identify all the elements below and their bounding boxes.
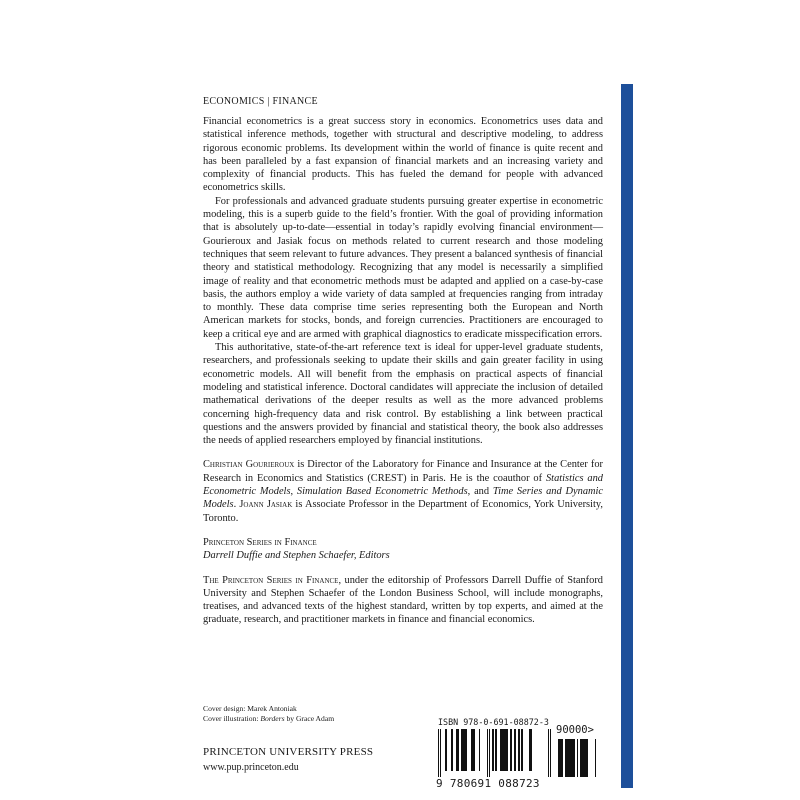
barcode-bar [451, 729, 453, 771]
barcode-bar [510, 729, 512, 771]
subject-category: ECONOMICS | FINANCE [203, 96, 318, 107]
barcode-bar [456, 729, 458, 771]
barcode-bar [471, 729, 473, 771]
barcode-bar [438, 729, 439, 777]
barcode-bar [521, 729, 523, 771]
barcode-bar [562, 739, 563, 777]
barcode-bar [577, 739, 578, 777]
barcode-bar [504, 729, 505, 771]
barcode-bar [569, 739, 571, 777]
barcode-bar [572, 739, 574, 777]
bio-separator: , [290, 486, 297, 498]
series-title: Princeton Series in Finance [203, 536, 317, 548]
illustration-title: Borders [260, 714, 285, 723]
barcode-bar [492, 729, 494, 771]
barcode-bar [548, 729, 549, 777]
series-description [203, 574, 603, 627]
barcode-bar [500, 729, 501, 771]
barcode-bar [461, 729, 463, 771]
barcode-bar [501, 729, 502, 771]
barcode-bar [489, 729, 490, 777]
description-paragraph-2: For professionals and advanced graduate students pursuing greater expertise in econometric modeling, this is a superb guide to the field’s frontier. With the goal of providing information that is absolutely up-to-date—essential in today’s rapidly evolving financial environment—Gourieroux and Jasiak focus on methods related to current research and those modeling techniques that seem relevant to future advances. They present a balanced synthesis of financial theory and statistical methodology. Recognizing that any model is necessarily a simplified image of reality and that econometric methods must be adapted and applied on a case-by-case basis, the authors employ a wide variety of data sampled at frequencies ranging from intraday to monthly. These data comprise time series representing both the European and North American markets for stocks, bonds, and foreign currencies. Practitioners are encouraged to keep a critical eye and are armed with graphical diagnostics to eradicate misspecification errors. [203, 195, 603, 340]
barcode-bar [580, 739, 582, 777]
bio-separator: . [233, 499, 240, 511]
isbn-barcode [436, 729, 606, 782]
series-desc-text: , under the editorship of Professors Darrell Duffie of Stanford University and Stephen Schaefer of the London Business School, will include monographs, treatises, and advanced texts of the highest standard, written by top experts, and aimed at the graduate, research, and practitioner markets in finance and financial economics. [203, 574, 603, 626]
price-addon-code: 90000> [556, 724, 594, 736]
publisher-website: www.pup.princeton.edu [203, 762, 299, 773]
barcode-bar [463, 729, 465, 771]
author-name-2: Joann Jasiak [239, 499, 293, 511]
cover-design-credit: Cover design: Marek Antoniak [203, 704, 297, 713]
publisher-name: PRINCETON UNIVERSITY PRESS [203, 746, 374, 758]
barcode-bar [529, 729, 531, 771]
barcode-bar [487, 729, 488, 777]
cover-content [203, 96, 603, 627]
barcode-bar [531, 729, 532, 771]
credit-prefix: Cover illustration: [203, 714, 261, 723]
barcode-bar [571, 739, 572, 777]
author-bio [203, 458, 603, 524]
book-title-3: Time Series and Dynamic Models [203, 486, 604, 511]
cover-illustration-credit [203, 714, 334, 724]
series-info [203, 536, 603, 563]
barcode-bar [519, 729, 520, 771]
barcode-bar [445, 729, 447, 771]
author-bio-text-2: is Associate Professor in the Department of Economics, York University, Toronto. [203, 499, 603, 524]
barcode-bar [458, 729, 459, 771]
barcode-bar [582, 739, 584, 777]
barcode-bar [560, 739, 562, 777]
barcode-bar [465, 729, 467, 771]
barcode-bar [495, 729, 497, 771]
book-title-1: Statistics and Econometric Models [203, 472, 603, 498]
author-bio-text-1: is Director of the Laboratory for Finance and Insurance at the Center for Research in Economics and Statistics (CREST) in Paris. He is the coauthor of [203, 459, 603, 484]
barcode-bar [565, 739, 566, 777]
barcode-bar [584, 739, 585, 777]
barcode-bar [566, 739, 567, 777]
barcode-bar [507, 729, 508, 771]
bio-separator: , and [467, 486, 493, 498]
barcode-bar [550, 729, 551, 777]
barcode-bar [502, 729, 504, 771]
barcode-bar [440, 729, 441, 777]
cover-edge-bar [621, 84, 633, 788]
barcode-bar [568, 739, 569, 777]
barcode-bar [473, 729, 475, 771]
barcode-bar [505, 729, 507, 771]
credit-suffix: by Grace Adam [284, 714, 335, 723]
series-desc-title: The Princeton Series in Finance [203, 574, 339, 586]
barcode-bar [595, 739, 596, 777]
barcode-bar [479, 729, 480, 771]
barcode-bar [587, 739, 588, 777]
cover-credits [203, 704, 334, 724]
barcode-bar [585, 739, 587, 777]
description-paragraph-3: This authoritative, state-of-the-art reference text is ideal for upper-level graduate students, researchers, and professionals seeking to update their skills and gain greater facility in using econometric models. All will benefit from the emphasis on practical aspects of financial modeling and statistical inference. Doctoral candidates will appreciate the inclusion of detailed mathematical derivations of the deeper results as well as the more advanced problems concerning high-frequency data and risk control. By establishing a link between practical questions and the answers provided by financial and statistical theory, the book also addresses the needs of applied researchers employed by financial institutions. [203, 342, 603, 447]
series-editors: Darrell Duffie and Stephen Schaefer, Editors [203, 550, 390, 562]
barcode-bar [567, 739, 568, 777]
isbn-label: ISBN 978-0-691-08872-3 [438, 717, 549, 727]
barcode-bar [558, 739, 560, 777]
barcode-bar [518, 729, 519, 771]
barcode-bar [574, 739, 575, 777]
book-title-2: Simulation Based Econometric Methods [296, 486, 468, 498]
description-paragraph-1: Financial econometrics is a great success story in economics. Econometrics uses data and statistical inference methods, together with structural and descriptive modeling, to address rigorous economic problems. Its development within the world of finance is quite recent and has been paralleled by a fast expansion of financial markets and an increasing variety and complexity of financial products. This has fueled the demand for people with advanced econometrics skills. [203, 116, 603, 194]
barcode-digits: 9 780691 088723 [436, 777, 540, 790]
barcode-bar [514, 729, 516, 771]
barcode-graphic [436, 729, 606, 777]
author-name-1: Christian Gourieroux [203, 459, 295, 471]
